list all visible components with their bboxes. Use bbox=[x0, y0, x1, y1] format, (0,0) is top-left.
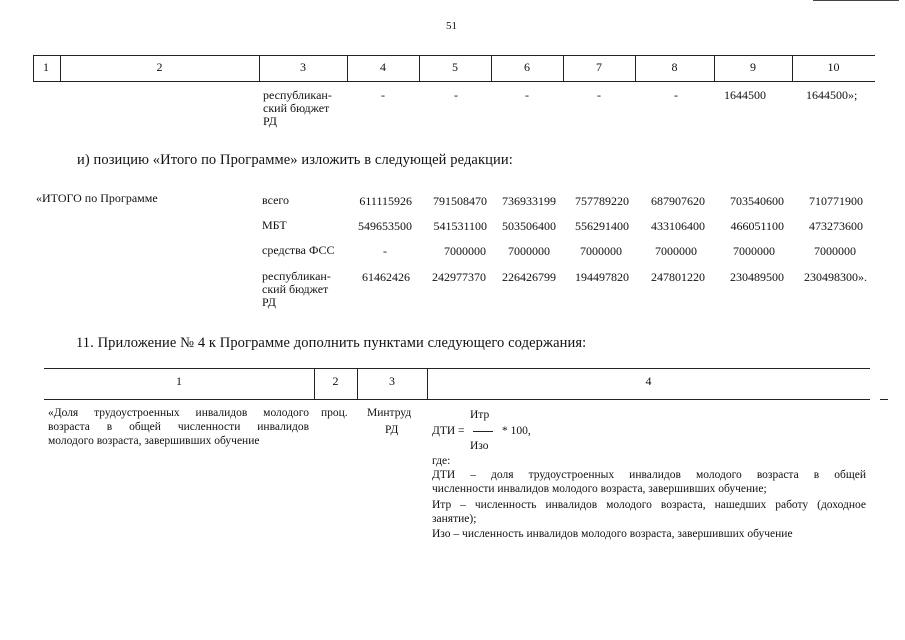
table1-header: 4 bbox=[380, 60, 386, 74]
table1-top-border bbox=[33, 55, 875, 56]
table2-value: 226426799 bbox=[502, 270, 556, 284]
definition-line: численности инвалидов молодого возраста, завершивших обучение; bbox=[432, 483, 767, 495]
table2-value: 7000000 bbox=[655, 244, 697, 258]
table3-header-border bbox=[44, 399, 870, 400]
table3-header: 1 bbox=[176, 374, 182, 388]
table2-value: 473273600 bbox=[809, 219, 863, 233]
table2-value: 549653500 bbox=[358, 219, 412, 233]
definition-line: занятие); bbox=[432, 513, 477, 525]
table2-title: «ИТОГО по Программе bbox=[36, 191, 158, 205]
table1-header: 1 bbox=[43, 60, 49, 74]
table2-value: 247801220 bbox=[651, 270, 705, 284]
table3-unit: проц. bbox=[321, 407, 348, 419]
formula-rhs: * 100, bbox=[502, 425, 531, 437]
page-number: 51 bbox=[446, 20, 457, 32]
table1-header: 5 bbox=[452, 60, 458, 74]
table3-indicator-line: «Доля трудоустроенных инвалидов молодого bbox=[48, 407, 309, 419]
table1-header: 3 bbox=[300, 60, 306, 74]
paragraph-11: 11. Приложение № 4 к Программе дополнить пунктами следующего содержания: bbox=[76, 335, 587, 351]
formula-fraction-bar bbox=[473, 431, 493, 432]
table2-row-label: ский бюджет bbox=[262, 282, 329, 296]
table1-value: - bbox=[674, 88, 678, 102]
table2-value: 703540600 bbox=[730, 194, 784, 208]
table2-value: 503506400 bbox=[502, 219, 556, 233]
table2-row-label: средства ФСС bbox=[262, 243, 335, 257]
table3-header: 3 bbox=[389, 374, 395, 388]
table2-value: 687907620 bbox=[651, 194, 705, 208]
table2-value: 466051100 bbox=[730, 219, 784, 233]
formula-denominator: Изо bbox=[470, 440, 489, 452]
table2-value: 194497820 bbox=[575, 270, 629, 284]
table2-value: 791508470 bbox=[433, 194, 487, 208]
table1-value: - bbox=[454, 88, 458, 102]
table1-value: - bbox=[597, 88, 601, 102]
table2-value: 7000000 bbox=[444, 244, 486, 258]
table2-value: - bbox=[383, 244, 387, 258]
formula-numerator: Итр bbox=[470, 409, 490, 421]
table2-value: 7000000 bbox=[508, 244, 550, 258]
table3-border-tick bbox=[880, 399, 888, 400]
table2-row-label: республикан- bbox=[262, 269, 331, 283]
table1-value: 1644500 bbox=[724, 88, 766, 102]
top-edge-line bbox=[813, 0, 899, 1]
definition-line: Итр – численность инвалидов молодого возраста, нашедших работу (доходное bbox=[432, 499, 866, 511]
table2-row-label: всего bbox=[262, 193, 290, 207]
table1-source-line: республикан- bbox=[263, 88, 332, 102]
formula-lhs: ДТИ = bbox=[432, 425, 465, 437]
table2-value: 736933199 bbox=[502, 194, 556, 208]
table2-value: 710771900 bbox=[809, 194, 863, 208]
table3-top-border bbox=[44, 368, 870, 369]
table2-value: 7000000 bbox=[733, 244, 775, 258]
table1-header: 2 bbox=[156, 60, 163, 74]
table1-source-line: РД bbox=[263, 114, 277, 128]
table2-value: 230489500 bbox=[730, 270, 784, 284]
table2-row-label: РД bbox=[262, 295, 276, 309]
table2-value: 7000000 bbox=[580, 244, 622, 258]
table2-value: 433106400 bbox=[651, 219, 705, 233]
table1-header: 10 bbox=[827, 60, 840, 74]
table3-header: 2 bbox=[332, 374, 339, 388]
table1-value: 1644500»; bbox=[806, 88, 858, 102]
table1-vline bbox=[33, 55, 34, 82]
table2-value: 7000000 bbox=[814, 244, 856, 258]
table2-value: 757789220 bbox=[575, 194, 629, 208]
definition-line: Изо – численность инвалидов молодого возраста, завершивших обучение bbox=[432, 528, 793, 540]
table2-value: 611115926 bbox=[359, 194, 412, 208]
table1-header-border bbox=[33, 81, 875, 82]
table1-value: - bbox=[381, 88, 385, 102]
table2-value: 61462426 bbox=[362, 270, 410, 284]
table1-header: 6 bbox=[524, 60, 530, 74]
table1-header: 7 bbox=[596, 60, 602, 74]
table2-value: 541531100 bbox=[433, 219, 487, 233]
table3-indicator-line: молодого возраста, завершивших обучение bbox=[48, 435, 260, 447]
table3-executor-line: РД bbox=[385, 424, 399, 436]
formula-where: где: bbox=[432, 455, 451, 467]
table1-source-line: ский бюджет bbox=[263, 101, 330, 115]
table3-indicator-line: возраста в общей численности инвалидов bbox=[48, 421, 309, 433]
table3-executor-line: Минтруд bbox=[367, 407, 412, 419]
table3-header: 4 bbox=[645, 374, 652, 388]
table2-value: 242977370 bbox=[432, 270, 486, 284]
table1-value: - bbox=[525, 88, 529, 102]
definition-line: ДТИ – доля трудоустроенных инвалидов молодого возраста в общей bbox=[432, 469, 866, 481]
paragraph-i: и) позицию «Итого по Программе» изложить в следующей редакции: bbox=[77, 152, 513, 168]
table2-value: 556291400 bbox=[575, 219, 629, 233]
table2-value: 230498300». bbox=[804, 270, 867, 284]
table1-header: 8 bbox=[671, 60, 678, 74]
table2-row-label: МБТ bbox=[262, 218, 287, 232]
table1-header: 9 bbox=[750, 60, 756, 74]
